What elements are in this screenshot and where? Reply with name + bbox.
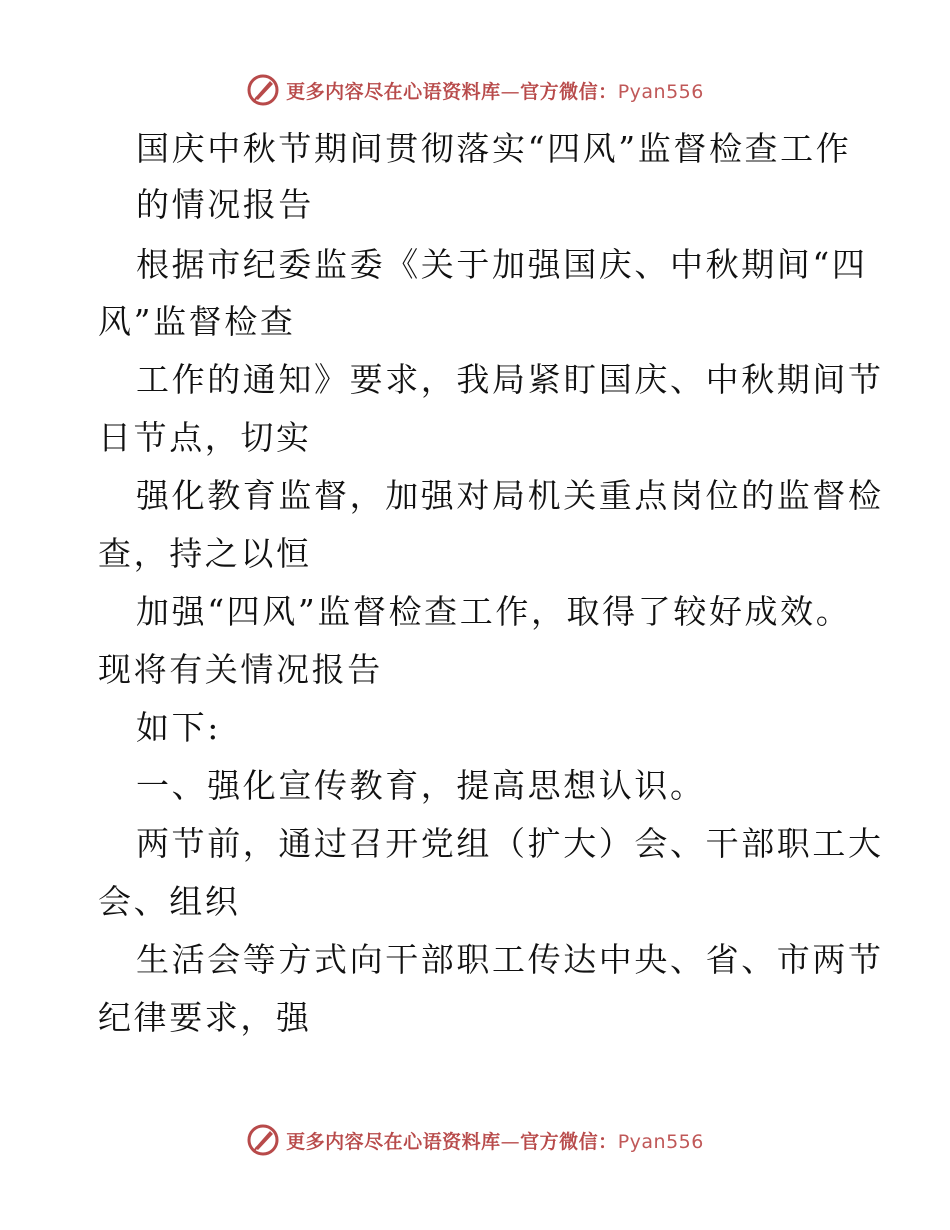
doc-line-11: 如下:	[136, 708, 221, 747]
doc-line-13: 两节前，通过召开党组（扩大）会、干部职工大	[136, 824, 884, 863]
doc-line-9: 加强“四风”监督检查工作，取得了较好成效。	[136, 592, 852, 631]
watermark-separator: —	[500, 80, 521, 103]
watermark-separator: —	[500, 1130, 521, 1153]
doc-line-10: 现将有关情况报告	[98, 650, 383, 689]
header-watermark	[0, 70, 950, 110]
watermark-wechat-id: Pyan556	[617, 1130, 704, 1153]
watermark-text	[286, 1127, 704, 1154]
doc-line-6: 日节点，切实	[98, 418, 312, 457]
doc-line-12: 一、强化宣传教育，提高思想认识。	[136, 766, 706, 805]
watermark-wechat-id: Pyan556	[617, 80, 704, 103]
watermark-prefix: 更多内容尽在心语资料库	[286, 80, 501, 103]
doc-line-15: 生活会等方式向干部职工传达中央、省、市两节	[136, 940, 884, 979]
doc-line-7: 强化教育监督，加强对局机关重点岗位的监督检	[136, 476, 884, 515]
doc-line-4: 风”监督检查	[98, 302, 296, 341]
watermark-suffix: 官方微信：	[520, 80, 618, 103]
doc-line-16: 纪律要求，强	[98, 998, 312, 1037]
doc-line-title-2: 的情况报告	[136, 185, 314, 224]
doc-line-5: 工作的通知》要求，我局紧盯国庆、中秋期间节	[136, 360, 884, 399]
watermark-suffix: 官方微信：	[520, 1130, 618, 1153]
watermark-prefix: 更多内容尽在心语资料库	[286, 1130, 501, 1153]
quill-logo-icon	[246, 73, 280, 107]
doc-line-title-1: 国庆中秋节期间贯彻落实“四风”监督检查工作	[136, 129, 852, 168]
doc-line-8: 查，持之以恒	[98, 534, 312, 573]
watermark-text	[286, 77, 704, 104]
quill-logo-icon	[246, 1123, 280, 1157]
footer-watermark	[0, 1120, 950, 1160]
doc-line-14: 会、组织	[98, 882, 241, 921]
doc-line-3: 根据市纪委监委《关于加强国庆、中秋期间“四	[136, 245, 868, 284]
